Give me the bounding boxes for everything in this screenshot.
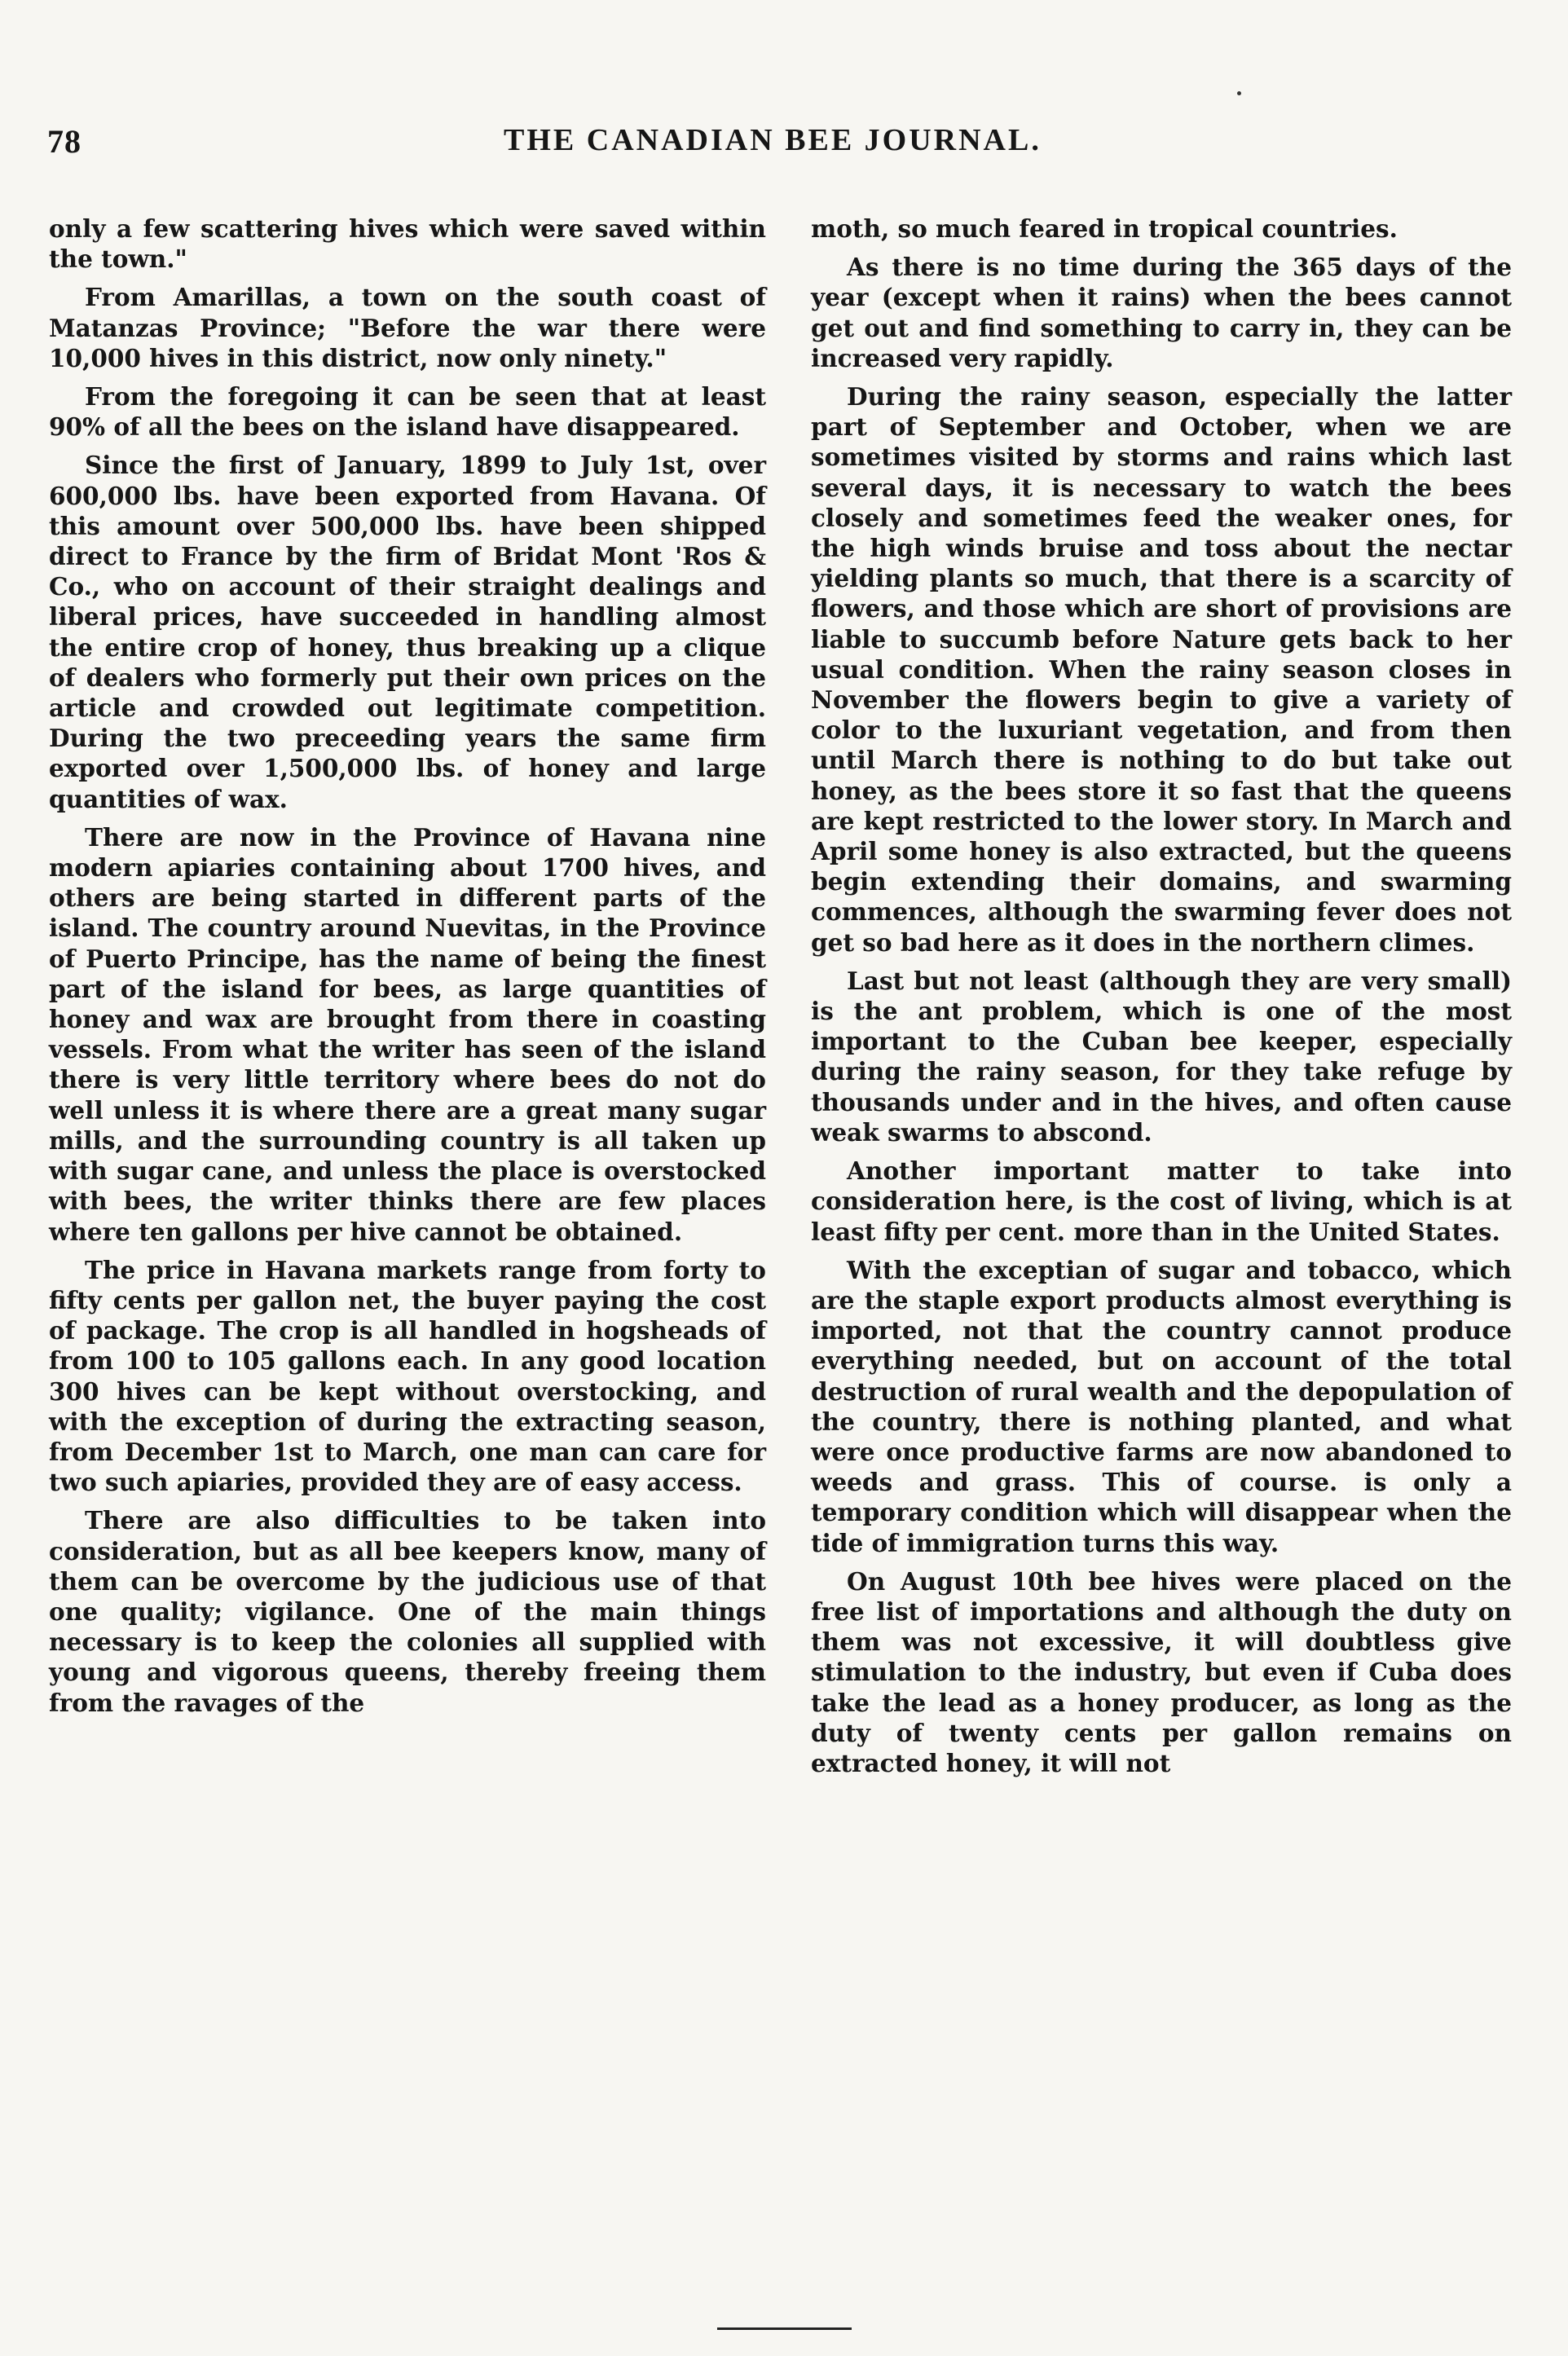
page-header	[47, 122, 1490, 171]
journal-title: THE CANADIAN BEE JOURNAL.	[504, 123, 1042, 157]
paragraph: Another important matter to take into consideration here, is the cost of living, which is at least fifty per cent. more than in the United States.	[811, 1156, 1512, 1246]
print-speck	[1237, 91, 1241, 95]
paragraph: As there is no time during the 365 days of the year (except when it rains) when the bees cannot get out and find something to carry in, they can be increased very rapidly.	[811, 253, 1512, 372]
paragraph: On August 10th bee hives were placed on the free list of importations and although the duty on them was not excessive, it will doubtless give stimulation to the industry, but even if Cuba does take the lead as a honey producer, as long as the duty of twenty cents per gallon remains on extracted honey, it will not	[811, 1566, 1512, 1777]
paragraph: There are also difficulties to be taken into consideration, but as all bee keepers know, many of them can be overcome by the judicious use of that one quality; vigilance. One of the main things necessary is to keep the colonies all supplied with young and vigorous queens, thereby freeing them from the ravages of the	[49, 1506, 766, 1717]
paragraph: only a few scattering hives which were saved within the town."	[49, 214, 766, 274]
paragraph: moth, so much feared in tropical countries.	[811, 214, 1398, 243]
paragraph: There are now in the Province of Havana nine modern apiaries containing about 1700 hives, and others are being started in different parts of the island. The country around Nuevitas, in the Province of Puerto Principe, has the name of being the finest part of the island for bees, as large quantities of honey and wax are brought from there in coasting vessels. From what the writer has seen of the island there is very little territory where bees do not do well unless it is where there are a great many sugar mills, and the surrounding country is all taken up with sugar cane, and unless the place is overstocked with bees, the writer thinks there are few places where ten gallons per hive cannot be obtained.	[49, 822, 766, 1246]
paragraph: From the foregoing it can be seen that at least 90% of all the bees on the island have disappeared.	[49, 382, 766, 442]
paragraph: With the exceptian of sugar and tobacco, which are the staple export products almost everything is imported, not that the country cannot produce everything needed, but on account of the total destruction of rural wealth and the depopulation of the country, there is nothing planted, and what were once productive farms are now abandoned to weeds and grass. This of course. is only a temporary condition which will disappear when the tide of immigration turns this way.	[811, 1255, 1512, 1557]
paragraph: From Amarillas, a town on the south coast of Matanzas Province; "Before the war there were 10,000 hives in this district, now only ninety."	[49, 283, 766, 372]
right-column	[811, 214, 1512, 1786]
page-number: 78	[47, 123, 81, 160]
footer-divider	[717, 2327, 852, 2330]
paragraph: The price in Havana markets range from forty to fifty cents per gallon net, the buyer paying the cost of package. The crop is all handled in hogsheads of from 100 to 105 gallons each. In any good location 300 hives can be kept without overstocking, and with the exception of during the extracting season, from December 1st to March, one man can care for two such apiaries, provided they are of easy access.	[49, 1255, 766, 1497]
paragraph: During the rainy season, especially the latter part of September and October, when we are sometimes visited by storms and rains which last several days, it is necessary to watch the bees closely and sometimes feed the weaker ones, for the high winds bruise and toss about the nectar yielding plants so much, that there is a scarcity of flowers, and those which are short of provisions are liable to succumb before Nature gets back to her usual condition. When the rainy season closes in November the flowers begin to give a variety of color to the luxuriant vegetation, and from then until March there is nothing to do but take out honey, as the bees store it so fast that the queens are kept restricted to the lower story. In March and April some honey is also extracted, but the queens begin extending their domains, and swarming commences, although the swarming fever does not get so bad here as it does in the northern climes.	[811, 382, 1512, 957]
paragraph: Last but not least (although they are very small) is the ant problem, which is one of the most important to the Cuban bee keeper, especially during the rainy season, for they take refuge by thousands under and in the hives, and often cause weak swarms to abscond.	[811, 966, 1512, 1147]
paragraph: Since the first of January, 1899 to July 1st, over 600,000 lbs. have been exported from Havana. Of this amount over 500,000 lbs. have been shipped direct to France by the firm of Bridat Mont 'Ros & Co., who on account of their straight dealings and liberal prices, have succeeded in handling almost the entire crop of honey, thus breaking up a clique of dealers who formerly put their own prices on the article and crowded out legitimate competition. During the two preceeding years the same firm exported over 1,500,000 lbs. of honey and large quantities of wax.	[49, 451, 766, 813]
left-column	[49, 214, 766, 1726]
